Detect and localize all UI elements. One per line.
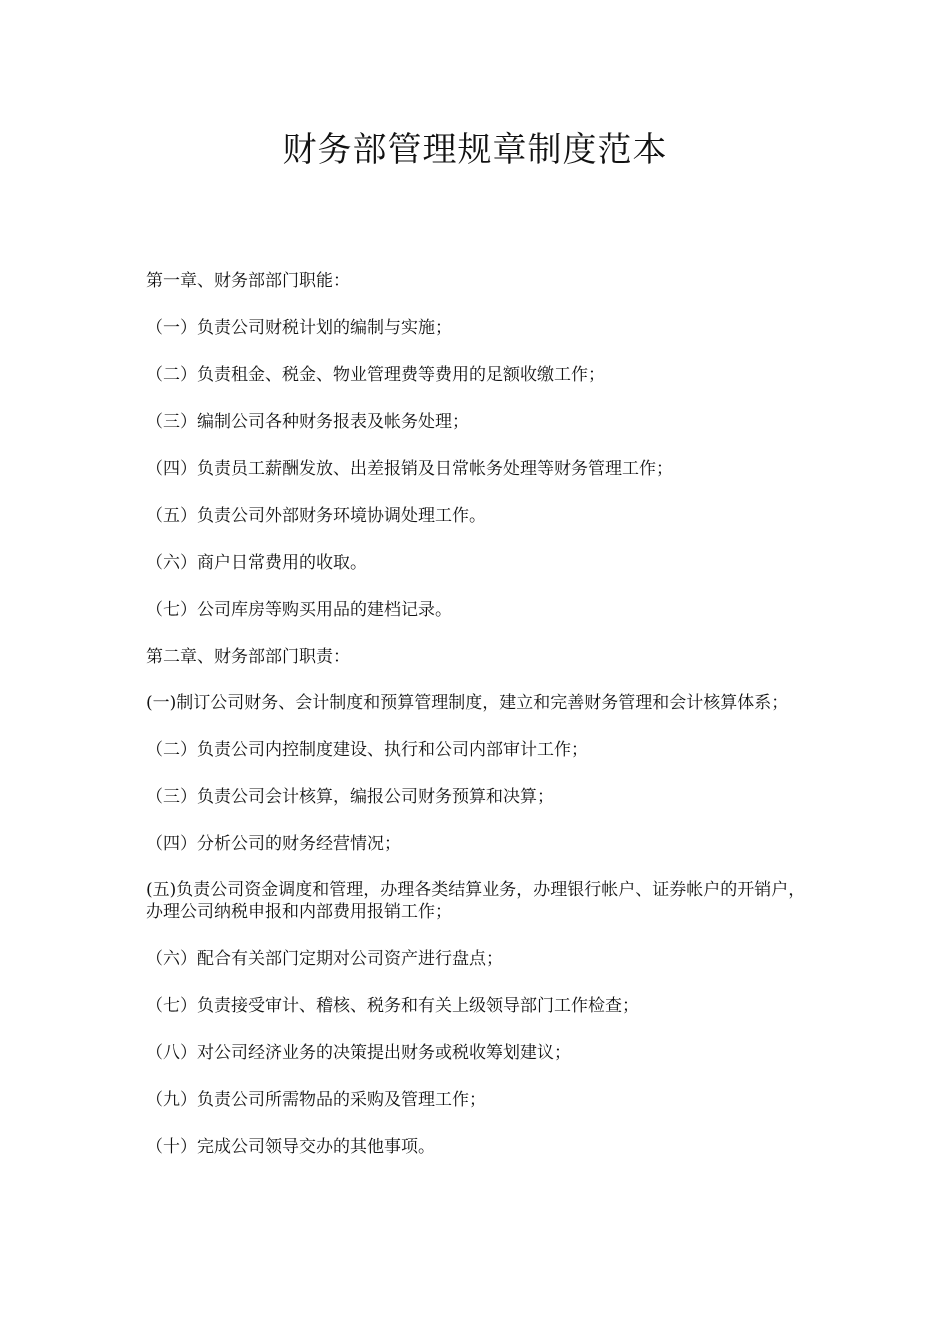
chapter-2-item-6: （六）配合有关部门定期对公司资产进行盘点； <box>146 949 503 969</box>
chapter-1-item-4: （四）负责员工薪酬发放、出差报销及日常帐务处理等财务管理工作； <box>146 459 673 479</box>
chapter-2-item-3: （三）负责公司会计核算，编报公司财务预算和决算； <box>146 787 554 807</box>
chapter-1-item-1: （一）负责公司财税计划的编制与实施； <box>146 318 452 338</box>
document-body <box>146 268 812 1158</box>
chapter-2-item-10: （十）完成公司领导交办的其他事项。 <box>146 1137 435 1157</box>
chapter-1-heading: 第一章、财务部部门职能： <box>146 271 350 291</box>
chapter-1-item-6: （六）商户日常费用的收取。 <box>146 553 367 573</box>
document-title: 财务部管理规章制度范本 <box>282 130 668 170</box>
chapter-2-item-8: （八）对公司经济业务的决策提出财务或税收筹划建议； <box>146 1043 571 1063</box>
chapter-1-item-2: （二）负责租金、税金、物业管理费等费用的足额收缴工作； <box>146 365 605 385</box>
chapter-2-item-7: （七）负责接受审计、稽核、税务和有关上级领导部门工作检查； <box>146 996 639 1016</box>
chapter-1-item-3: （三）编制公司各种财务报表及帐务处理； <box>146 412 469 432</box>
chapter-2-item-4: （四）分析公司的财务经营情况； <box>146 834 401 854</box>
chapter-1-item-7: （七）公司库房等购买用品的建档记录。 <box>146 600 452 620</box>
chapter-2-item-2: （二）负责公司内控制度建设、执行和公司内部审计工作； <box>146 740 588 760</box>
chapter-2-heading: 第二章、财务部部门职责： <box>146 647 350 667</box>
chapter-2-item-9: （九）负责公司所需物品的采购及管理工作； <box>146 1090 486 1110</box>
chapter-2-item-1: (一)制订公司财务、会计制度和预算管理制度，建立和完善财务管理和会计核算体系； <box>146 693 789 713</box>
chapter-1-item-5: （五）负责公司外部财务环境协调处理工作。 <box>146 506 486 526</box>
chapter-2-item-5: (五)负责公司资金调度和管理，办理各类结算业务，办理银行帐户、证券帐户的开销户，办理公司纳税申报和内部费用报销工作； <box>146 880 806 922</box>
